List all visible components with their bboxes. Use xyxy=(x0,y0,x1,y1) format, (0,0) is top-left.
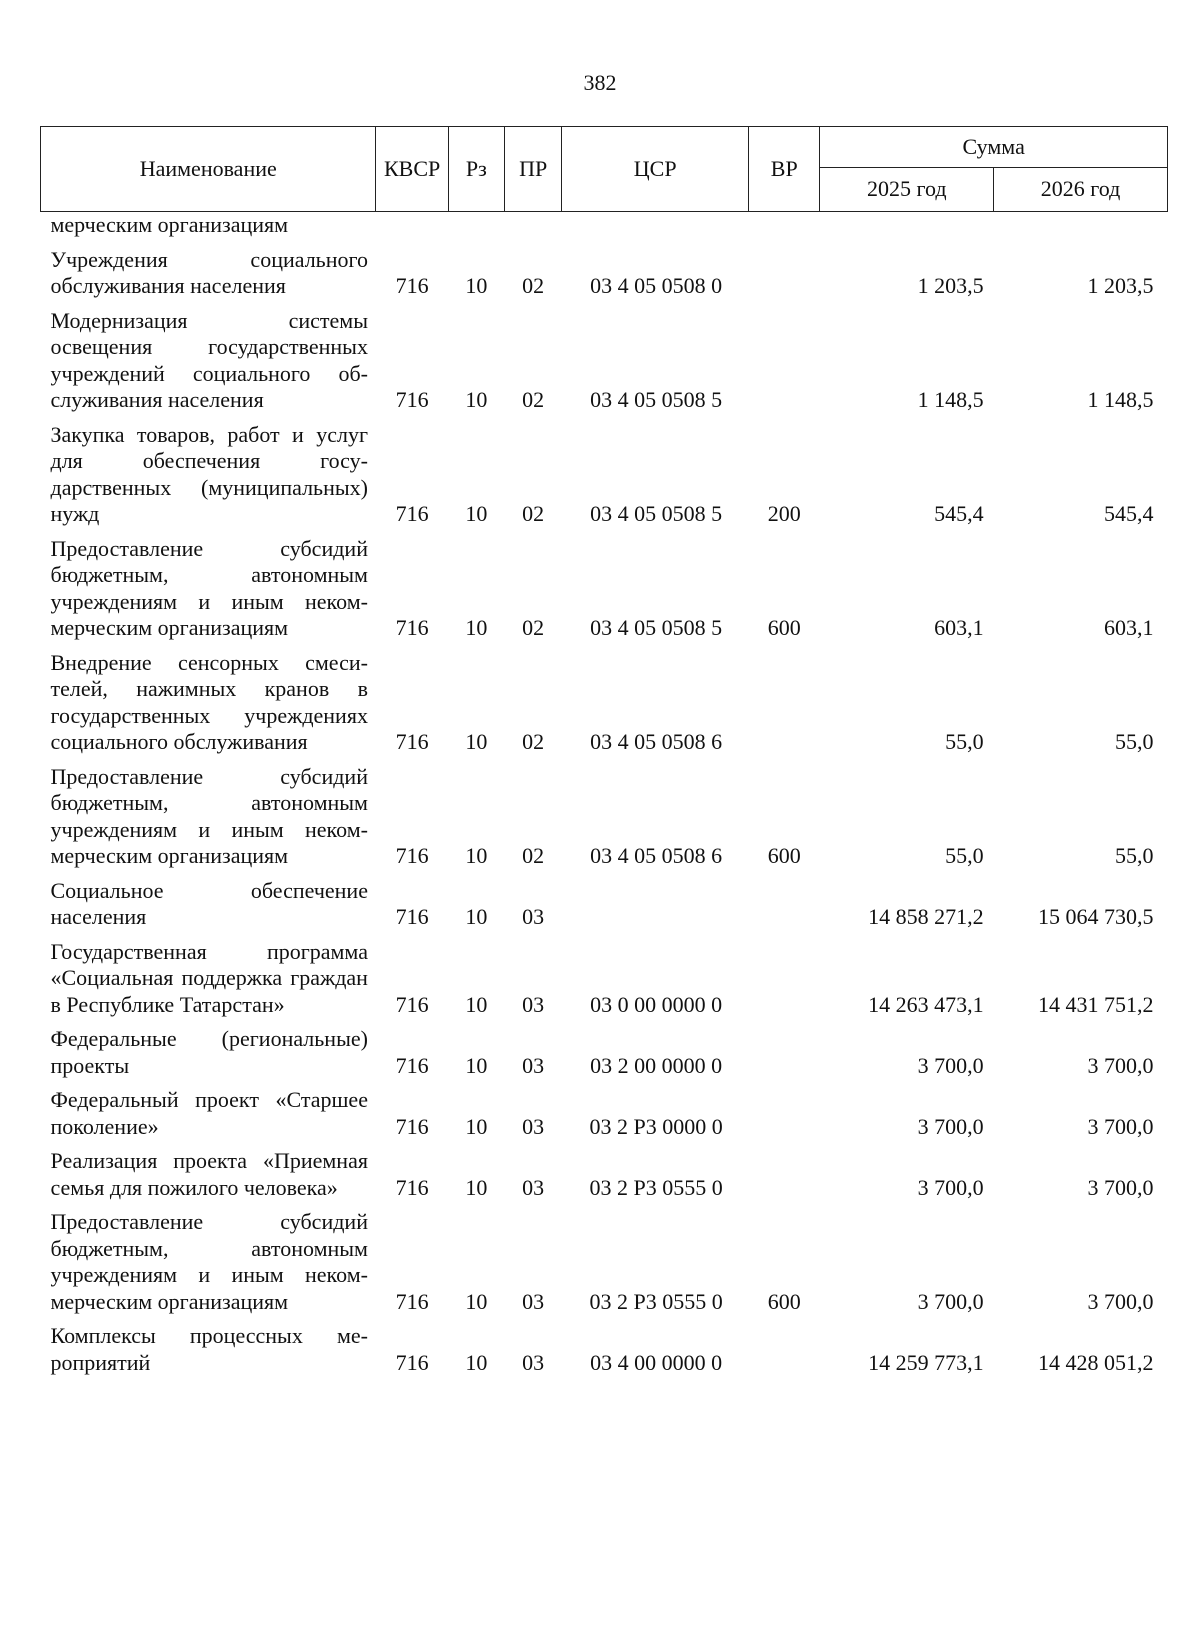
cell-kvsr: 716 xyxy=(395,273,429,298)
cell-sum-2026: 55,0 xyxy=(1115,729,1154,754)
cell-vr xyxy=(749,1079,820,1140)
cell-rz: 10 xyxy=(465,729,488,754)
cell-pr: 03 xyxy=(522,904,545,929)
cell-csr: 03 4 05 0508 6 xyxy=(590,843,723,868)
cell-csr: 03 4 05 0508 5 xyxy=(590,501,723,526)
table-row xyxy=(41,1315,1168,1376)
cell-pr: 02 xyxy=(522,501,545,526)
cell-pr: 03 xyxy=(522,1349,545,1375)
cell-pr: 03 xyxy=(522,1113,545,1139)
cell-sum-2026: 14 431 751,2 xyxy=(1038,991,1154,1017)
cell-vr xyxy=(749,300,820,414)
cell-rz: 10 xyxy=(465,1349,488,1375)
cell-vr xyxy=(749,1140,820,1201)
cell-name: Реализация проекта «Приемная семья для пожилого человека» xyxy=(50,1148,368,1200)
table-header xyxy=(41,127,1168,212)
cell-csr xyxy=(562,870,749,931)
cell-name: Учреждения социального обслуживания населения xyxy=(50,246,368,298)
cell-sum-2025: 1 148,5 xyxy=(917,387,984,412)
cell-sum-2026: 603,1 xyxy=(1104,615,1154,640)
cell-name: Комплексы процессных мероприятий xyxy=(50,1323,368,1375)
cell-csr: 03 4 05 0508 5 xyxy=(590,615,723,640)
cell-vr: 600 xyxy=(767,615,801,640)
header-year-2026: 2026 год xyxy=(994,168,1168,212)
cell-sum-2026: 3 700,0 xyxy=(1087,1174,1154,1200)
header-pr: ПР xyxy=(505,127,562,212)
cell-rz: 10 xyxy=(465,273,488,298)
cell-pr: 02 xyxy=(522,729,545,754)
cell-name: Закупка товаров, работ и услуг для обеспечения государственных (муниципальных) нужд xyxy=(50,421,368,526)
cell-pr: 03 xyxy=(522,1174,545,1200)
cell-vr xyxy=(749,931,820,1019)
budget-table xyxy=(40,126,1168,1376)
cell-vr: 600 xyxy=(767,843,801,868)
cell-rz: 10 xyxy=(465,843,488,868)
header-name: Наименование xyxy=(41,127,376,212)
cell-kvsr: 716 xyxy=(395,729,429,754)
cell-kvsr: 716 xyxy=(395,1052,429,1078)
table-row xyxy=(41,414,1168,528)
cell-sum-2025: 1 203,5 xyxy=(917,273,984,298)
cell-kvsr: 716 xyxy=(395,501,429,526)
page-number: 382 xyxy=(583,70,617,95)
table-row xyxy=(41,642,1168,756)
cell-pr: 02 xyxy=(522,273,545,298)
cell-csr: 03 2 Р3 0555 0 xyxy=(589,1288,723,1314)
cell-sum-2026: 1 148,5 xyxy=(1087,387,1154,412)
cell-pr: 03 xyxy=(522,1288,545,1314)
table-row xyxy=(41,300,1168,414)
cell-rz: 10 xyxy=(465,904,488,929)
cell-sum-2025: 55,0 xyxy=(945,729,984,754)
cell-csr: 03 2 00 0000 0 xyxy=(590,1052,723,1078)
cell-name: Социальное обеспечение населения xyxy=(50,877,368,929)
cell-kvsr: 716 xyxy=(395,843,429,868)
table-row xyxy=(41,870,1168,931)
table-row xyxy=(41,1079,1168,1140)
table-row xyxy=(41,239,1168,300)
table-row xyxy=(41,528,1168,642)
cell-sum-2025: 3 700,0 xyxy=(917,1052,984,1078)
continuation-text: мерческим организациям xyxy=(50,212,289,237)
continuation-row xyxy=(41,212,1168,239)
cell-vr xyxy=(749,642,820,756)
cell-sum-2025: 3 700,0 xyxy=(917,1113,984,1139)
header-year-2025: 2025 год xyxy=(820,168,994,212)
cell-kvsr: 716 xyxy=(395,904,429,929)
cell-name: Модернизация системы освещения государственных учреждений социального обслуживания населения xyxy=(50,307,368,412)
cell-kvsr: 716 xyxy=(395,1174,429,1200)
header-rz: Рз xyxy=(448,127,504,212)
cell-name: Внедрение сенсорных смесителей, нажимных кранов в государственных учреждениях социального обслуживания xyxy=(50,649,368,754)
cell-kvsr: 716 xyxy=(395,1288,429,1314)
cell-sum-2026: 545,4 xyxy=(1104,501,1154,526)
cell-rz: 10 xyxy=(465,387,488,412)
header-kvsr: КВСР xyxy=(376,127,448,212)
cell-rz: 10 xyxy=(465,991,488,1017)
cell-name: Государственная программа «Социальная поддержка граждан в Республике Татарстан» xyxy=(50,938,368,1017)
cell-rz: 10 xyxy=(465,1174,488,1200)
cell-name: Федеральные (региональные) проекты xyxy=(50,1026,368,1078)
cell-sum-2025: 603,1 xyxy=(934,615,984,640)
cell-pr: 03 xyxy=(522,991,545,1017)
cell-sum-2026: 14 428 051,2 xyxy=(1038,1349,1154,1375)
cell-csr: 03 2 Р3 0555 0 xyxy=(589,1174,723,1200)
header-csr: ЦСР xyxy=(562,127,749,212)
cell-sum-2026: 3 700,0 xyxy=(1087,1052,1154,1078)
cell-sum-2026: 1 203,5 xyxy=(1087,273,1154,298)
table-row xyxy=(41,1201,1168,1315)
cell-name: Предоставление субсидий бюджетным, автономным учреждениям и иным некоммерческим организациям xyxy=(50,535,368,640)
cell-kvsr: 716 xyxy=(395,1113,429,1139)
cell-sum-2026: 15 064 730,5 xyxy=(1038,904,1154,929)
cell-sum-2025: 3 700,0 xyxy=(917,1174,984,1200)
cell-csr: 03 0 00 0000 0 xyxy=(590,991,723,1017)
table-row xyxy=(41,1140,1168,1201)
cell-sum-2025: 55,0 xyxy=(945,843,984,868)
cell-rz: 10 xyxy=(465,1288,488,1314)
cell-rz: 10 xyxy=(465,501,488,526)
cell-csr: 03 4 05 0508 5 xyxy=(590,387,723,412)
cell-sum-2025: 545,4 xyxy=(934,501,984,526)
cell-pr: 02 xyxy=(522,843,545,868)
cell-name: Предоставление субсидий бюджетным, автономным учреждениям и иным некоммерческим организациям xyxy=(50,1209,368,1314)
cell-vr xyxy=(749,870,820,931)
header-sum: Сумма xyxy=(820,127,1168,168)
cell-name: Федеральный проект «Старшее поколение» xyxy=(50,1087,368,1139)
cell-rz: 10 xyxy=(465,1052,488,1078)
cell-csr: 03 4 05 0508 0 xyxy=(590,273,723,298)
cell-name: Предоставление субсидий бюджетным, автономным учреждениям и иным некоммерческим организациям xyxy=(50,763,368,868)
cell-pr: 02 xyxy=(522,615,545,640)
cell-csr: 03 2 Р3 0000 0 xyxy=(589,1113,723,1139)
cell-csr: 03 4 00 0000 0 xyxy=(590,1349,723,1375)
cell-vr xyxy=(749,1018,820,1079)
cell-vr xyxy=(749,1315,820,1376)
cell-kvsr: 716 xyxy=(395,615,429,640)
table-row xyxy=(41,756,1168,870)
cell-sum-2025: 14 858 271,2 xyxy=(868,904,984,929)
cell-sum-2026: 3 700,0 xyxy=(1087,1113,1154,1139)
cell-sum-2025: 14 259 773,1 xyxy=(868,1349,984,1375)
cell-vr xyxy=(749,239,820,300)
table-row xyxy=(41,1018,1168,1079)
cell-rz: 10 xyxy=(465,615,488,640)
cell-kvsr: 716 xyxy=(395,387,429,412)
cell-csr: 03 4 05 0508 6 xyxy=(590,729,723,754)
cell-vr: 600 xyxy=(767,1288,801,1314)
cell-pr: 02 xyxy=(522,387,545,412)
cell-kvsr: 716 xyxy=(395,991,429,1017)
cell-sum-2026: 55,0 xyxy=(1115,843,1154,868)
cell-kvsr: 716 xyxy=(395,1349,429,1375)
table-row xyxy=(41,931,1168,1019)
cell-pr: 03 xyxy=(522,1052,545,1078)
cell-sum-2025: 3 700,0 xyxy=(917,1288,984,1314)
table-body xyxy=(41,212,1168,1377)
header-vr: ВР xyxy=(749,127,820,212)
cell-vr: 200 xyxy=(767,501,801,526)
cell-sum-2025: 14 263 473,1 xyxy=(868,991,984,1017)
cell-sum-2026: 3 700,0 xyxy=(1087,1288,1154,1314)
cell-rz: 10 xyxy=(465,1113,488,1139)
